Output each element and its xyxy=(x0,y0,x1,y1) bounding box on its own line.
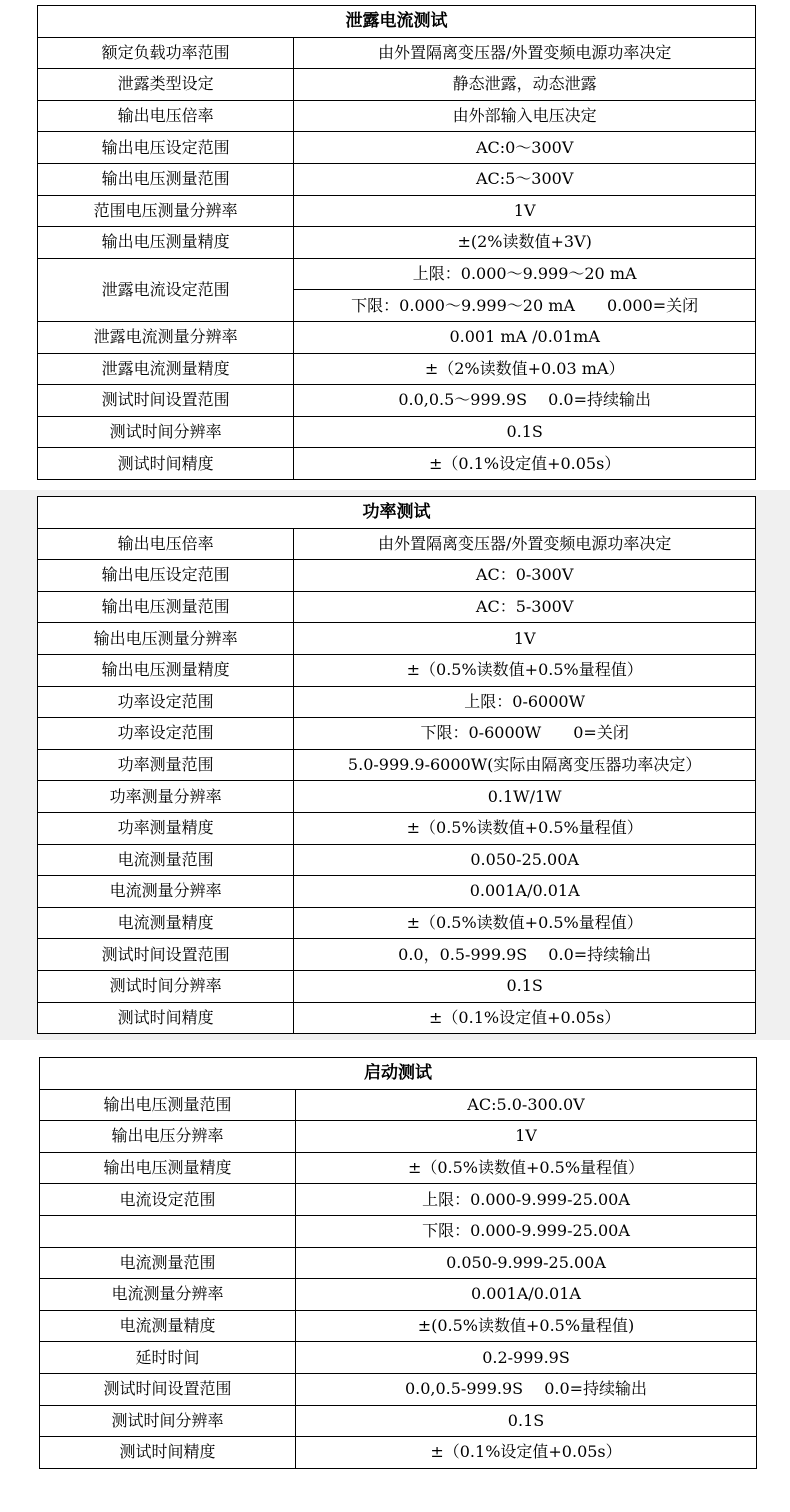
row-label: 测试时间精度 xyxy=(38,448,294,480)
row-label: 泄露电流设定范围 xyxy=(38,258,294,321)
table-row xyxy=(38,321,756,353)
table-row xyxy=(38,1002,756,1034)
table-row xyxy=(40,1121,757,1153)
table-row xyxy=(40,1215,757,1247)
row-value: 0.050-9.999-25.00A xyxy=(296,1247,757,1279)
row-label: 功率测量范围 xyxy=(38,749,294,781)
table-row xyxy=(38,654,756,686)
row-label: 电流测量精度 xyxy=(38,907,294,939)
table-row xyxy=(38,591,756,623)
row-label: 输出电压倍率 xyxy=(38,100,294,132)
row-label xyxy=(40,1215,296,1247)
row-value: 0.050-25.00A xyxy=(294,844,756,876)
row-value: ±（0.5%读数值+0.5%量程值） xyxy=(294,812,756,844)
row-value: 5.0-999.9-6000W(实际由隔离变压器功率决定） xyxy=(294,749,756,781)
row-value: AC:5.0-300.0V xyxy=(296,1089,757,1121)
table-row xyxy=(38,227,756,259)
row-label: 输出电压设定范围 xyxy=(38,560,294,592)
table-row xyxy=(40,1247,757,1279)
row-value: 0.001 mA /0.01mA xyxy=(294,321,756,353)
table-row xyxy=(40,1184,757,1216)
row-value: ±（0.1%设定值+0.05s） xyxy=(294,1002,756,1034)
row-value: ±（0.1%设定值+0.05s） xyxy=(294,448,756,480)
row-label: 输出电压分辨率 xyxy=(40,1121,296,1153)
table-row xyxy=(38,623,756,655)
row-value: 0.1W/1W xyxy=(294,781,756,813)
row-label: 输出电压测量精度 xyxy=(38,227,294,259)
row-value: 下限：0.000-9.999-25.00A xyxy=(296,1215,757,1247)
table-row xyxy=(38,37,756,69)
table-row xyxy=(38,781,756,813)
row-value: ±（0.1%设定值+0.05s） xyxy=(296,1437,757,1469)
table-row xyxy=(38,385,756,417)
row-value: 0.1S xyxy=(296,1405,757,1437)
row-label: 测试时间设置范围 xyxy=(38,385,294,417)
table-row xyxy=(40,1279,757,1311)
table-row xyxy=(38,812,756,844)
row-value: AC：0-300V xyxy=(294,560,756,592)
table-row xyxy=(38,970,756,1002)
row-label: 输出电压测量范围 xyxy=(38,591,294,623)
row-label: 测试时间设置范围 xyxy=(40,1373,296,1405)
table-row xyxy=(38,749,756,781)
table-row xyxy=(38,448,756,480)
table-row xyxy=(40,1373,757,1405)
row-value: 静态泄露，动态泄露 xyxy=(294,69,756,101)
table-row xyxy=(38,353,756,385)
row-value: 0.0,0.5～999.9S 0.0=持续输出 xyxy=(294,385,756,417)
row-label: 电流测量范围 xyxy=(38,844,294,876)
row-label: 电流测量精度 xyxy=(40,1310,296,1342)
row-value: ±(2%读数值+3V) xyxy=(294,227,756,259)
row-value-upper: 上限：0.000～9.999～20 mA xyxy=(294,258,756,290)
row-value: 0.001A/0.01A xyxy=(296,1279,757,1311)
row-value: 0.0，0.5-999.9S 0.0=持续输出 xyxy=(294,939,756,971)
power-test-table xyxy=(37,496,756,1034)
row-label: 延时时间 xyxy=(40,1342,296,1374)
row-value: 1V xyxy=(296,1121,757,1153)
row-label: 测试时间精度 xyxy=(38,1002,294,1034)
row-label: 输出电压测量分辨率 xyxy=(38,623,294,655)
row-value: 上限：0.000-9.999-25.00A xyxy=(296,1184,757,1216)
table-title: 启动测试 xyxy=(40,1058,757,1090)
row-label: 测试时间分辨率 xyxy=(38,970,294,1002)
row-label: 电流设定范围 xyxy=(40,1184,296,1216)
table-row xyxy=(40,1437,757,1469)
table-title-row xyxy=(40,1058,757,1090)
table-row xyxy=(38,416,756,448)
table-row xyxy=(38,69,756,101)
row-label: 功率设定范围 xyxy=(38,718,294,750)
row-label: 测试时间分辨率 xyxy=(40,1405,296,1437)
row-label: 功率测量分辨率 xyxy=(38,781,294,813)
row-value: 0.001A/0.01A xyxy=(294,876,756,908)
row-value: ±（0.5%读数值+0.5%量程值） xyxy=(296,1152,757,1184)
row-value: 0.1S xyxy=(294,970,756,1002)
row-label: 测试时间设置范围 xyxy=(38,939,294,971)
row-label: 测试时间精度 xyxy=(40,1437,296,1469)
row-label: 测试时间分辨率 xyxy=(38,416,294,448)
table-row xyxy=(38,163,756,195)
table-row xyxy=(38,195,756,227)
row-label: 输出电压倍率 xyxy=(38,528,294,560)
leakage-current-test-table xyxy=(37,5,756,480)
table-title-row xyxy=(38,6,756,38)
table-row xyxy=(38,718,756,750)
row-value: ±（2%读数值+0.03 mA） xyxy=(294,353,756,385)
row-value: AC:0～300V xyxy=(294,132,756,164)
row-label: 输出电压测量范围 xyxy=(38,163,294,195)
startup-test-table xyxy=(39,1057,757,1469)
row-value: 下限：0-6000W 0=关闭 xyxy=(294,718,756,750)
table-row xyxy=(40,1152,757,1184)
table-row xyxy=(38,528,756,560)
table-row xyxy=(40,1089,757,1121)
table-row xyxy=(38,907,756,939)
row-value-lower: 下限：0.000～9.999～20 mA 0.000=关闭 xyxy=(294,290,756,322)
row-label: 电流测量分辨率 xyxy=(40,1279,296,1311)
table-row xyxy=(38,258,756,290)
row-value: 由外置隔离变压器/外置变频电源功率决定 xyxy=(294,37,756,69)
row-value: 1V xyxy=(294,623,756,655)
row-label: 范围电压测量分辨率 xyxy=(38,195,294,227)
row-label: 输出电压测量精度 xyxy=(38,654,294,686)
row-value: 0.2-999.9S xyxy=(296,1342,757,1374)
row-value: 0.1S xyxy=(294,416,756,448)
table-title: 泄露电流测试 xyxy=(38,6,756,38)
row-value: AC:5～300V xyxy=(294,163,756,195)
row-value: 1V xyxy=(294,195,756,227)
row-label: 泄露类型设定 xyxy=(38,69,294,101)
row-value: 由外部输入电压决定 xyxy=(294,100,756,132)
table-title-row xyxy=(38,497,756,529)
row-label: 电流测量范围 xyxy=(40,1247,296,1279)
row-label: 泄露电流测量分辨率 xyxy=(38,321,294,353)
table-row xyxy=(38,844,756,876)
row-label: 输出电压设定范围 xyxy=(38,132,294,164)
row-value: 0.0,0.5-999.9S 0.0=持续输出 xyxy=(296,1373,757,1405)
table-row xyxy=(40,1310,757,1342)
table-row xyxy=(40,1342,757,1374)
row-label: 功率设定范围 xyxy=(38,686,294,718)
table-row xyxy=(40,1405,757,1437)
table-row xyxy=(38,100,756,132)
table-row xyxy=(38,686,756,718)
row-value: 由外置隔离变压器/外置变频电源功率决定 xyxy=(294,528,756,560)
row-value: AC：5-300V xyxy=(294,591,756,623)
row-value: 上限：0-6000W xyxy=(294,686,756,718)
table-row xyxy=(38,939,756,971)
table-title: 功率测试 xyxy=(38,497,756,529)
row-value: ±（0.5%读数值+0.5%量程值） xyxy=(294,907,756,939)
table-row xyxy=(38,560,756,592)
row-value: ±(0.5%读数值+0.5%量程值) xyxy=(296,1310,757,1342)
table-row xyxy=(38,132,756,164)
table-row xyxy=(38,876,756,908)
row-label: 电流测量分辨率 xyxy=(38,876,294,908)
row-label: 输出电压测量范围 xyxy=(40,1089,296,1121)
row-label: 额定负载功率范围 xyxy=(38,37,294,69)
row-label: 输出电压测量精度 xyxy=(40,1152,296,1184)
row-label: 泄露电流测量精度 xyxy=(38,353,294,385)
row-value: ±（0.5%读数值+0.5%量程值） xyxy=(294,654,756,686)
row-label: 功率测量精度 xyxy=(38,812,294,844)
